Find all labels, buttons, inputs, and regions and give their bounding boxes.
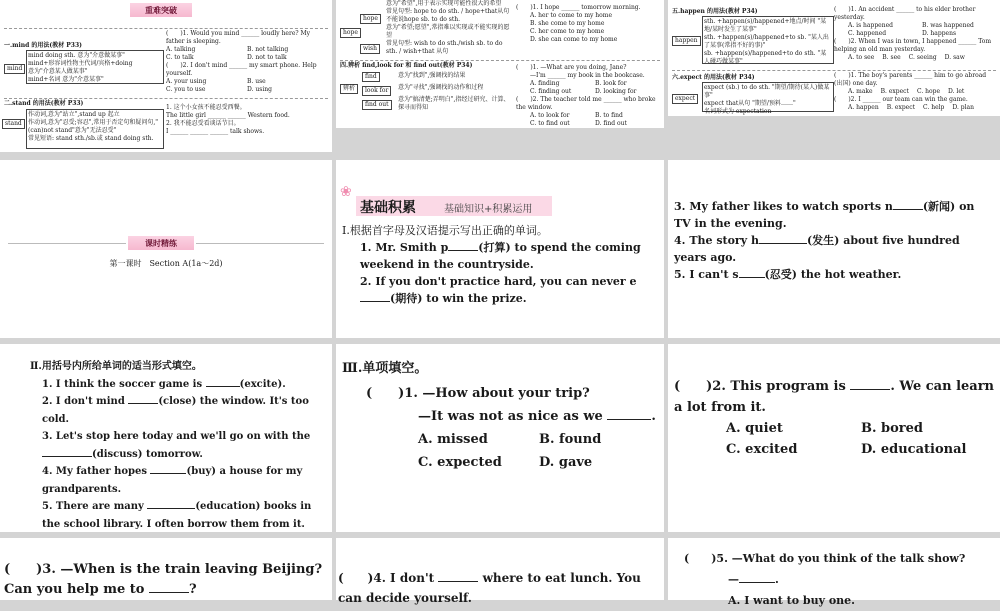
divider: [8, 243, 126, 244]
exercise-section-1: [342, 222, 660, 307]
answer-blank[interactable]: [42, 456, 92, 457]
slide-6-thumbnail[interactable]: [668, 160, 1000, 338]
option-c[interactable]: C. excited: [726, 442, 798, 457]
options: [366, 428, 660, 474]
option-a[interactable]: A. quiet: [726, 421, 783, 436]
stand-title: 二.stand 的用法(教材 P33): [4, 100, 84, 107]
answer-blank[interactable]: [147, 508, 195, 509]
section-instruction: Ⅲ.单项填空。: [342, 361, 428, 376]
note: 意为"介意某人做某事": [28, 68, 88, 75]
question-5: 5. I can't s (忍受) the hot weather.: [674, 268, 902, 281]
find-out-tag: find out: [362, 100, 392, 110]
section-header-subtitle: 基础知识+积累运用: [444, 204, 533, 215]
find-questions: ( )1. —What are you doing, Jane? —I'm ______ my book in the bookcase. A. finding B. look for C. finding out D. looking for ( )2. The teacher told me ______ who broke the window. A. to look for B. to find C. to find out D. find out: [516, 64, 656, 127]
slide-3-thumbnail[interactable]: [668, 0, 1000, 116]
slide-11-thumbnail[interactable]: [336, 538, 664, 605]
question-4: 4. My father hopes (buy) a house for my grandparents.: [42, 466, 303, 495]
section-instruction: Ⅱ.用括号内所给单词的适当形式填空。: [30, 361, 202, 372]
lesson-subtitle: 第一课时 Section A(1a～2d): [109, 259, 223, 268]
expect-notes-box: expect (sb.) to do sth. "期望/期待(某人)做某事" expect that从句 "期望/预料……" 名词形式为 expectation: [702, 82, 834, 112]
find-group-tag: 辨析: [340, 84, 358, 94]
option-a[interactable]: A. I want to buy one.: [728, 594, 855, 607]
option-a[interactable]: A. missed: [418, 432, 488, 447]
happen-questions: ( )1. An accident ______ to his elder brother yesterday. A. is happened B. was happened C. happened D. happens ( )2. When I was in town, I happened ______ Tom helping an old man yesterday. A. to see B. see C. seeing D. saw: [834, 6, 992, 61]
answer-blank[interactable]: [607, 419, 651, 420]
answer-blank[interactable]: [893, 209, 923, 210]
exercise-section-1-cont: [674, 198, 994, 283]
question-5: ( )5. —What do you think of the talk show? — . A. I want to buy one.: [684, 548, 994, 611]
section-instruction: Ⅰ.根据首字母及汉语提示写出正确的单词。: [342, 224, 548, 237]
slide-10-thumbnail[interactable]: [0, 538, 332, 600]
question-3: ( )3. —When is the train leaving Beijing? Can you help me to ?: [4, 562, 323, 597]
exercise-section-2: [30, 358, 326, 533]
question-3: 3. Let's stop here today and we'll go on with the (discuss) tomorrow.: [42, 431, 311, 460]
question-3: 3. My father likes to watch sports n (新闻) on TV in the evening.: [674, 200, 975, 230]
slide-1-thumbnail[interactable]: [0, 0, 332, 152]
find-notes: 意为"找到",强调找的结果 意为"寻找",强调找的动作和过程 意为"搞清楚;弄明白",指经过研究、计算、探寻而得知: [398, 72, 510, 111]
slide-12-thumbnail[interactable]: [668, 538, 1000, 607]
find-title: 四.辨析 find,look for 和 find out(教材 P34): [340, 62, 473, 69]
question-1: 1. Mr. Smith p (打算) to spend the coming weekend in the countryside.: [360, 241, 641, 271]
question-4: ( )4. I don't where to eat lunch. You can decide yourself.: [338, 571, 641, 605]
expect-tag: expect: [672, 94, 698, 104]
option-d[interactable]: D. gave: [539, 455, 593, 470]
divider: [196, 243, 324, 244]
slide-4-thumbnail[interactable]: [0, 160, 332, 338]
question-2: 2. I don't mind (close) the window. It's too cold.: [42, 396, 309, 425]
slide-8-thumbnail[interactable]: [336, 344, 664, 532]
section-header-title: 基础积累: [360, 200, 416, 216]
question-1: ( )1. —How about your trip? —It was not as nice as we . A. missed B. found C. expected D. gave: [366, 382, 660, 474]
note: mind+形容词性物主代词/宾格+doing: [28, 60, 133, 67]
question-2: ( )2. This program is . We can learn a lot from it. A. quiet B. bored C. excited D. educational: [674, 376, 996, 460]
divider: [4, 98, 328, 99]
question-2: 2. If you don't practice hard, you can never e(期待) to win the prize.: [360, 275, 637, 305]
hope-question: ( )1. I hope ______ tomorrow morning. A. her to come to my home B. she come to my home C. her come to my home D. she can come to my home: [516, 4, 641, 43]
divider: [340, 60, 660, 61]
hope-wish-notes: 意为"希望",用于表示实现可能性很大的希望 常见句型: hope to do sth. / hope+that从句 不能说hope sb. to do sth. 意为"希望;愿望",常指难以实现或不能实现的愿望 常见句型: wish to do sth./wish sb. to do sth. / wish+that 从句: [386, 0, 510, 55]
slide-5-thumbnail[interactable]: [336, 160, 664, 338]
stand-notes-box: 作动词,意为"站立",stand up 起立 作动词,意为"忍受;容忍",常用于否定句和疑问句,"(can)not stand"意为"无法忍受" 常见短语: stand sth./sb.或 stand doing sth.: [26, 109, 164, 149]
mind-question-2: ( )2. I don't mind ______ my smart phone. Help yourself.: [166, 62, 317, 77]
answer-blank[interactable]: [360, 301, 390, 302]
happen-notes-box: sth. +happen(s)/happened+地点/时间 "某地/某时发生了某事" sth. +happen(s)/happened+to sb. "某人出了某事(常指不好的事)" sb. +happen(s)/happened+to do sth. "某人碰巧做某事": [702, 16, 834, 64]
question-4: 4. The story h (发生) about five hundred years ago.: [674, 234, 960, 264]
find-tag: find: [362, 72, 380, 82]
mind-notes-box: [26, 50, 164, 84]
option-b[interactable]: B. found: [539, 432, 602, 447]
option-b[interactable]: B. bored: [861, 421, 924, 436]
divider: [672, 70, 996, 71]
answer-blank[interactable]: [739, 277, 765, 278]
slide-banner: 课时精练: [128, 236, 194, 250]
answer-blank[interactable]: [850, 389, 890, 390]
happen-tag: happen: [672, 36, 701, 46]
answer-blank[interactable]: [128, 403, 158, 404]
expect-questions: ( )1. The boy's parents ______ him to go abroad (出国) one day. A. make B. expect C. hope D. let ( )2. I ______ our team can win the game. A. happen B. expect C. help D. plan: [834, 72, 987, 111]
stand-word-tag: stand: [2, 119, 25, 129]
wish-tag: wish: [360, 44, 380, 54]
slide-7-thumbnail[interactable]: [0, 344, 332, 532]
ribbon-icon: ❀: [340, 184, 352, 200]
answer-blank[interactable]: [206, 386, 240, 387]
answer-blank[interactable]: [759, 243, 807, 244]
mind-question-1: ( )1. Would you mind ______ loudly here? My father is sleeping. A. talking B. not talking C. to talk D. not to talk ( )2. I don't mind ______ my smart phone. Help yourself. A. your using B. use C. you to use D. using: [166, 30, 328, 94]
answer-blank[interactable]: [149, 592, 189, 593]
question-1: 1. I think the soccer game is (excite).: [42, 378, 286, 390]
slide-banner: 重难突破: [130, 3, 192, 17]
option-c[interactable]: C. expected: [418, 455, 502, 470]
look-for-tag: look for: [362, 86, 391, 96]
slide-9-thumbnail[interactable]: [668, 344, 1000, 532]
note: mind+名词 意为"介意某事": [28, 76, 104, 83]
options: [674, 418, 996, 460]
answer-blank[interactable]: [438, 581, 478, 582]
hope-wish-tag: hope: [340, 28, 361, 38]
mind-title: 一.mind 的用法(教材 P33): [4, 42, 82, 49]
note: mind doing sth. 意为"介意做某事": [28, 52, 125, 59]
slide-2-thumbnail[interactable]: [336, 0, 664, 128]
question-5: 5. There are many (education) books in the school library. I often borrow them from it.: [42, 501, 312, 530]
option-d[interactable]: D. educational: [861, 442, 967, 457]
expect-title: 六.expect 的用法(教材 P34): [672, 74, 755, 81]
answer-blank[interactable]: [448, 250, 478, 251]
happen-title: 五.happen 的用法(教材 P34): [672, 8, 758, 15]
answer-blank[interactable]: [150, 473, 186, 474]
answer-blank[interactable]: [739, 582, 775, 583]
stand-questions: 1. 这个小女孩不能忍受西餐。 The little girl ______ ______ Western food. 2. 我不能忍受看谈话节目。 I ______ ______ ______ talk shows.: [166, 104, 290, 135]
mind-word-tag: mind: [4, 64, 25, 74]
hope-tag: hope: [360, 14, 381, 24]
divider: [4, 28, 328, 29]
